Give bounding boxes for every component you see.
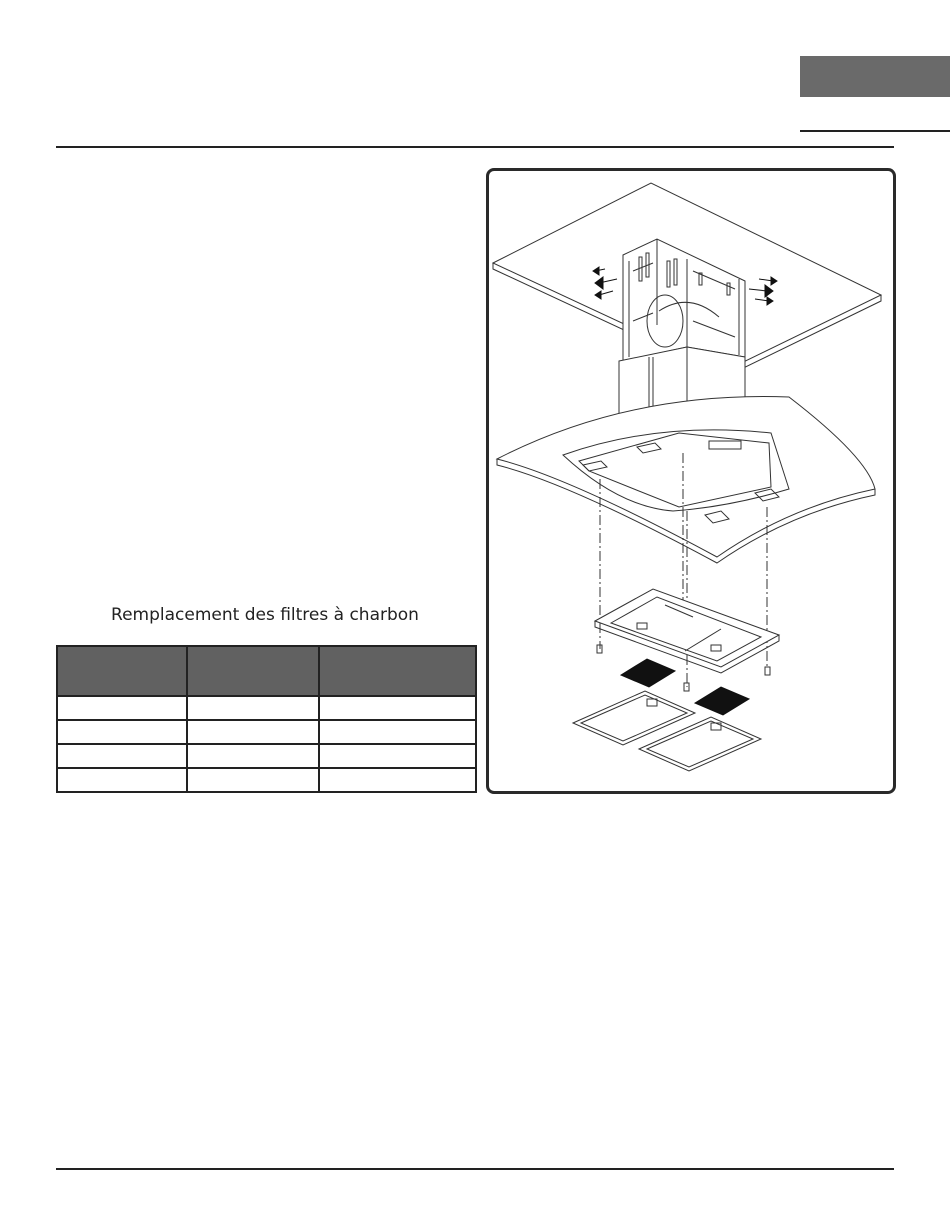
language-tab <box>800 56 950 97</box>
tab-underline <box>800 130 950 132</box>
table-row <box>57 720 476 744</box>
table-row <box>57 744 476 768</box>
glass-canopy <box>497 397 875 563</box>
table-cell <box>187 720 319 744</box>
table-cell <box>57 744 187 768</box>
table-row <box>57 768 476 792</box>
table-row <box>57 696 476 720</box>
table-cell <box>319 744 476 768</box>
table-header-row <box>57 646 476 696</box>
charcoal-filter-left <box>621 659 675 687</box>
range-hood-illustration <box>486 168 896 794</box>
table-header-cell <box>319 646 476 696</box>
table-cell <box>319 720 476 744</box>
table-cell <box>57 768 187 792</box>
table-cell <box>57 696 187 720</box>
table-header-cell <box>187 646 319 696</box>
section-title: Remplacement des filtres à charbon <box>111 605 419 625</box>
header-rule <box>56 146 894 148</box>
filter-frame <box>595 589 779 673</box>
footer-rule <box>56 1168 894 1170</box>
range-hood-drawing <box>489 171 893 791</box>
table-cell <box>187 696 319 720</box>
table-cell <box>319 696 476 720</box>
table-cell <box>319 768 476 792</box>
table-cell <box>187 768 319 792</box>
table-cell <box>187 744 319 768</box>
table-cell <box>57 720 187 744</box>
charcoal-filter-right <box>695 687 749 715</box>
filter-replacement-table <box>56 645 477 793</box>
table-header-cell <box>57 646 187 696</box>
